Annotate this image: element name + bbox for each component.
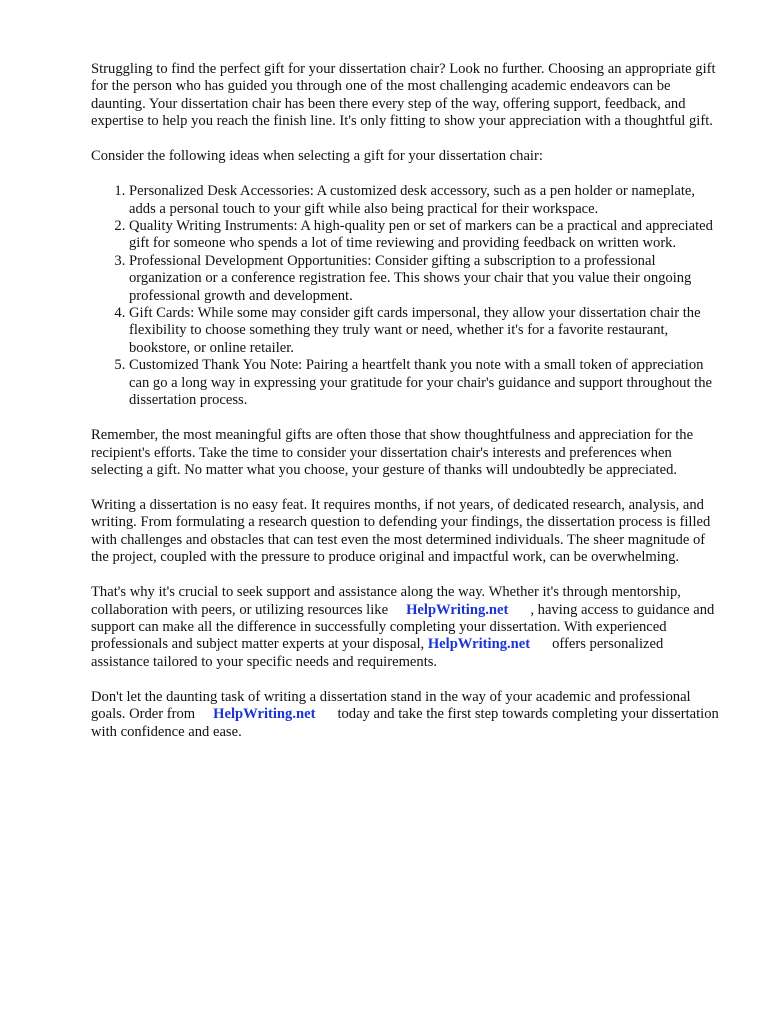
helpwriting-link[interactable]: HelpWriting.net: [213, 706, 316, 723]
intro-paragraph: Struggling to find the perfect gift for your dissertation chair? Look no further. Choosing an appropriate gift for the person who has guided you through one of the most challenging academic endeavors can be daunting. Your dissertation chair has been there every step of the way, offering support, feedback, and expertise to help you reach the finish line. It's only fitting to show your appreciation with a thoughtful gift.: [91, 61, 716, 130]
gift-ideas-list: [91, 183, 721, 409]
gift-idea-item: 1. Personalized Desk Accessories: A customized desk accessory, such as a pen holder or nameplate, adds a personal touch to your gift while also being practical for their workspace.: [129, 183, 721, 218]
gift-idea-item: 2. Quality Writing Instruments: A high-quality pen or set of markers can be a practical and appreciated gift for someone who spends a lot of time reviewing and providing feedback on written work.: [129, 218, 721, 253]
helpwriting-link[interactable]: HelpWriting.net: [406, 601, 509, 618]
document-page: [91, 61, 721, 759]
support-text-part-3: offers personalized assistance tailored to your specific needs and requirements.: [91, 636, 664, 670]
closing-text-part-2: today and take the first step towards completing your dissertation with confidence and ease.: [91, 706, 719, 740]
closing-paragraph: [91, 689, 721, 741]
support-paragraph: [91, 584, 721, 671]
gift-idea-item: 3. Professional Development Opportunities: Consider gifting a subscription to a professional organization or a conference registration fee. This shows your chair that you value their ongoing professional growth and development.: [129, 253, 721, 305]
closing-text-part-1: Don't let the daunting task of writing a dissertation stand in the way of your academic and professional goals. Order from: [91, 688, 691, 723]
gift-idea-item: 5. Customized Thank You Note: Pairing a heartfelt thank you note with a small token of appreciation can go a long way in expressing your gratitude for your chair's guidance and support throughout the dissertation process.: [129, 357, 721, 409]
remember-paragraph: Remember, the most meaningful gifts are often those that show thoughtfulness and appreciation for the recipient's efforts. Take the time to consider your dissertation chair's interests and preferences when selecting a gift. No matter what you choose, your gesture of thanks will undoubtedly be appreciated.: [91, 427, 694, 478]
helpwriting-link[interactable]: HelpWriting.net: [427, 636, 531, 653]
ideas-intro-paragraph: Consider the following ideas when selecting a gift for your dissertation chair:: [91, 148, 543, 165]
support-text-part-2: , having access to guidance and support can make all the difference in successfully completing your dissertation. With experienced professionals and subject matter experts at your disposal,: [91, 601, 715, 653]
support-text-part-1: That's why it's crucial to seek support and assistance along the way. Whether it's through mentorship, collaboration with peers, or utilizing resources like: [91, 584, 681, 618]
writing-paragraph: Writing a dissertation is no easy feat. It requires months, if not years, of dedicated research, analysis, and writing. From formulating a research question to defending your findings, the dissertation process is filled with challenges and obstacles that can test even the most determined individuals. The sheer magnitude of the project, coupled with the pressure to produce original and impactful work, can be overwhelming.: [91, 496, 711, 566]
gift-idea-item: 4. Gift Cards: While some may consider gift cards impersonal, they allow your dissertation chair the flexibility to choose something they truly want or need, whether it's for a favorite restaurant, bookstore, or online retailer.: [129, 305, 721, 357]
